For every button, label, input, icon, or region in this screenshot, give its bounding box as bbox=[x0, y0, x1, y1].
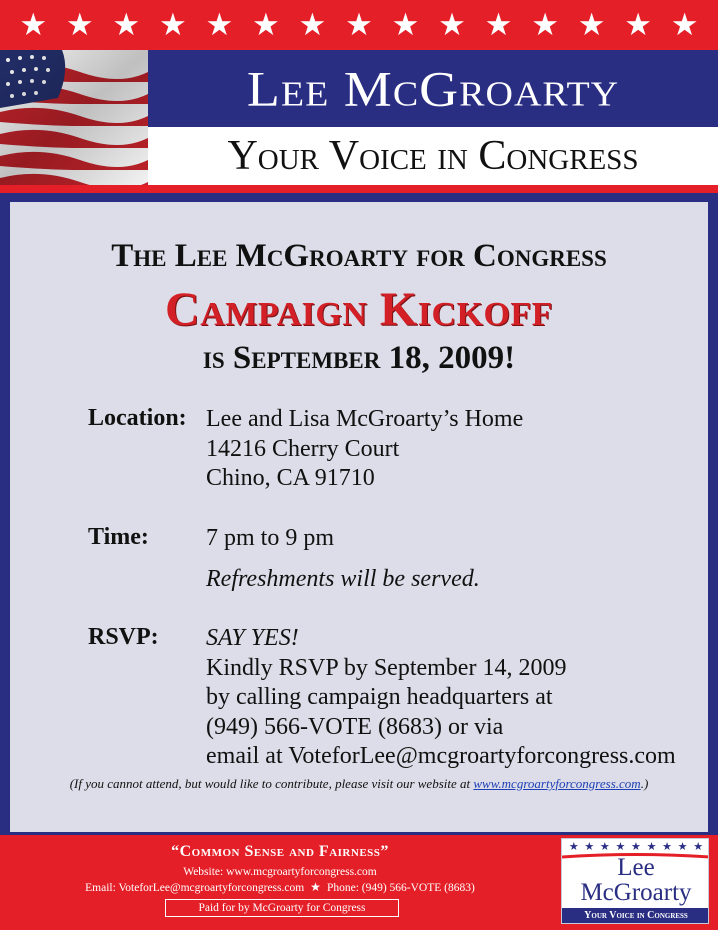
contribute-text-end: .) bbox=[640, 776, 649, 791]
star-icon: ★ bbox=[531, 6, 559, 43]
event-headline: Campaign Kickoff bbox=[165, 283, 553, 336]
footer-phone: Phone: (949) 566-VOTE (8683) bbox=[326, 882, 475, 894]
refreshments-note: Refreshments will be served. bbox=[206, 566, 480, 592]
star-icon: ★ bbox=[158, 6, 187, 43]
star-icon: ★ bbox=[112, 6, 141, 43]
rsvp-line: Kindly RSVP by September 14, 2009 bbox=[206, 654, 567, 681]
star-icon: ★ bbox=[298, 6, 327, 43]
star-icon: ★ bbox=[599, 840, 610, 853]
contribute-text: (If you cannot attend, but would like to contribute, please visit our website at bbox=[69, 776, 474, 791]
star-icon: ★ bbox=[252, 6, 280, 43]
star-icon: ★ bbox=[391, 6, 420, 43]
paid-for-disclaimer: Paid for by McGroarty for Congress bbox=[165, 899, 399, 917]
star-icon: ★ bbox=[631, 840, 641, 853]
location-line: 14216 Cherry Court bbox=[206, 435, 400, 462]
star-icon: ★ bbox=[484, 6, 513, 43]
slogan-band bbox=[148, 127, 718, 185]
rsvp-line: SAY YES! bbox=[206, 625, 299, 651]
american-flag-icon bbox=[0, 50, 148, 185]
location-details bbox=[206, 405, 523, 494]
location-line: Chino, CA 91710 bbox=[206, 465, 375, 491]
logo-stars bbox=[562, 841, 709, 852]
header bbox=[0, 50, 718, 185]
logo-last-name: McGroarty bbox=[580, 879, 692, 906]
time-value: 7 pm to 9 pm bbox=[206, 525, 335, 551]
star-banner bbox=[0, 0, 718, 50]
contribute-note bbox=[0, 776, 718, 792]
time-label: Time: bbox=[88, 524, 149, 550]
rsvp-line: (949) 566-VOTE (8683) or via bbox=[206, 713, 504, 740]
logo-tagline: Your Voice in Congress bbox=[562, 908, 709, 924]
footer-quote: “Common Sense and Fairness” bbox=[171, 843, 389, 860]
campaign-logo bbox=[561, 838, 709, 924]
candidate-name-band bbox=[148, 50, 718, 127]
footer-email: Email: VoteforLee@mcgroartyforcongress.com bbox=[85, 882, 305, 894]
star-icon: ★ bbox=[438, 6, 466, 43]
star-icon: ★ bbox=[568, 840, 579, 853]
star-icon: ★ bbox=[19, 6, 48, 43]
star-icon: ★ bbox=[662, 840, 672, 853]
red-divider bbox=[0, 185, 718, 193]
location-line: Lee and Lisa McGroarty’s Home bbox=[206, 406, 524, 432]
rsvp-label: RSVP: bbox=[88, 624, 159, 650]
rsvp-line: by calling campaign headquarters at bbox=[206, 684, 553, 710]
star-icon: ★ bbox=[646, 840, 657, 853]
location-label: Location: bbox=[88, 405, 187, 431]
footer-contact bbox=[0, 880, 560, 894]
campaign-slogan: Your Voice in Congress bbox=[227, 133, 639, 179]
star-icon: ★ bbox=[65, 6, 94, 43]
candidate-name: Lee McGroarty bbox=[246, 60, 620, 117]
event-date: is September 18, 2009! bbox=[202, 340, 516, 376]
star-icon: ★ bbox=[677, 840, 688, 853]
rsvp-email-line: email at VoteforLee@mcgroartyforcongress.com bbox=[206, 743, 676, 769]
star-icon: ★ bbox=[584, 840, 595, 853]
website-link[interactable]: www.mcgroartyforcongress.com bbox=[473, 776, 641, 791]
invitation-title: The Lee McGroarty for Congress bbox=[111, 238, 607, 274]
star-icon: ★ bbox=[577, 6, 606, 43]
rsvp-details bbox=[206, 624, 676, 772]
star-icon: ★ bbox=[205, 6, 234, 43]
star-icon: ★ bbox=[693, 840, 704, 853]
star-icon: ★ bbox=[670, 6, 699, 43]
star-icon: ★ bbox=[310, 880, 321, 894]
star-icon: ★ bbox=[345, 6, 373, 43]
star-icon: ★ bbox=[615, 840, 626, 853]
logo-first-name: Lee bbox=[617, 854, 655, 881]
footer-website: Website: www.mcgroartyforcongress.com bbox=[183, 866, 377, 878]
star-icon: ★ bbox=[624, 6, 653, 43]
